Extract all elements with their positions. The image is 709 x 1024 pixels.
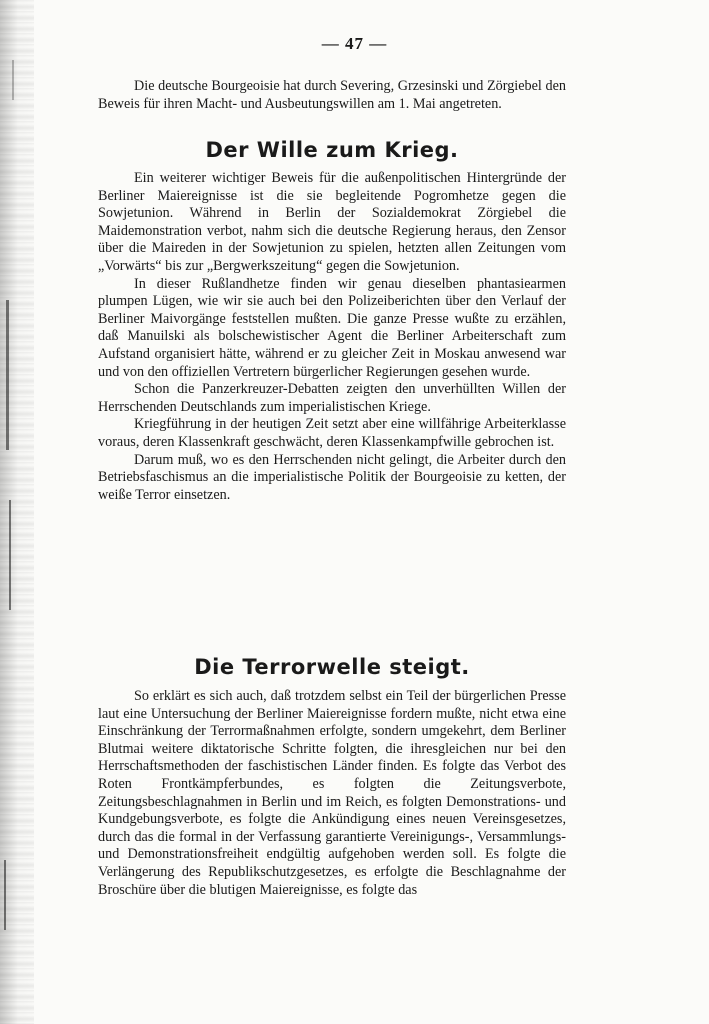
binding-mark [12,60,14,100]
scan-binding-edge [0,0,34,1024]
paragraph: Kriegführung in der heutigen Zeit setzt aber eine willfährige Arbeiterklasse voraus, deren Klassenkraft geschwächt, deren Klassenkampfwille gebrochen ist. [98,416,566,450]
page-number: — 47 — [321,34,388,53]
paragraph: So erklärt es sich auch, daß trotzdem selbst ein Teil der bürgerlichen Presse laut eine Untersuchung der Berliner Maiereignisse fordern mußte, nicht etwa eine Einschränkung der Terrormaßnahmen erfolgte, sondern umgekehrt, dem Berliner Blutmai weitere diktatorische Schritte folgten, die ihresgleichen nur bei den Herrschaftsmethoden der faschistischen Länder finden. Es folgte das Verbot des Roten Frontkämpferbundes, es folgten die Zeitungsverbote, Zeitungsbeschlagnahmen in Berlin und im Reich, es folgten Demonstrations- und Kundgebungsverbote, es folgte die Ankündigung eines neuen Vereinsgesetzes, durch das die formal in der Verfassung garantierte Vereinigungs-, Versammlungs- und Demonstrationsfreiheit endgültig aufgehoben werden soll. Es folgte die Verlängerung des Republikschutzgesetzes, es erfolgte die Beschlagnahme der Broschüre über die blutigen Maiereignisse, es folgte das [98,688,566,898]
paragraph: Die deutsche Bourgeoisie hat durch Severing, Grzesinski und Zörgiebel den Beweis für ihren Macht- und Ausbeutungswillen am 1. Mai angetreten. [98,78,566,112]
intro-text [98,78,566,113]
binding-mark [6,300,9,450]
section-1-text [98,170,566,504]
paragraph: Schon die Panzerkreuzer-Debatten zeigten den unverhüllten Willen der Herrschenden Deutschlands zum imperialistischen Kriege. [98,381,566,415]
section-heading-2: Die Terrorwelle steigt. [194,655,470,679]
paragraph: In dieser Rußlandhetze finden wir genau dieselben phantasiearmen plumpen Lügen, wie wir sie auch bei den Polizeiberichten über den Verlauf der Berliner Maivorgänge feststellen mußten. Die ganze Presse wußte zu erzählen, daß Manuilski als bolschewistischer Agent die Berliner Arbeiterschaft zum Aufstand organisiert hätte, während er zu gleicher Zeit in Moskau anwesend war und von den offiziellen Vertretern bürgerlicher Regierungen gesehen wurde. [98,275,566,380]
binding-mark [4,860,6,930]
paragraph: Darum muß, wo es den Herrschenden nicht gelingt, die Arbeiter durch den Betriebsfaschismus an die imperialistische Politik der Bourgeoisie zu ketten, der weiße Terror einsetzen. [98,451,566,503]
section-heading-1: Der Wille zum Krieg. [205,138,459,162]
section-2-text [98,688,566,899]
paragraph: Ein weiterer wichtiger Beweis für die außenpolitischen Hintergründe der Berliner Maiereignisse ist die sie begleitende Pogromhetze gegen die Sowjetunion. Während in Berlin der Sozialdemokrat Zörgiebel die Maidemonstration verbot, nahm sich die deutsche Regierung heraus, den Zensor über die Maireden in der Sowjetunion zu spielen, hetzten allen Zeitungen vom „Vorwärts“ bis zur „Bergwerkszeitung“ gegen die Sowjetunion. [98,170,566,274]
binding-mark [9,500,11,610]
